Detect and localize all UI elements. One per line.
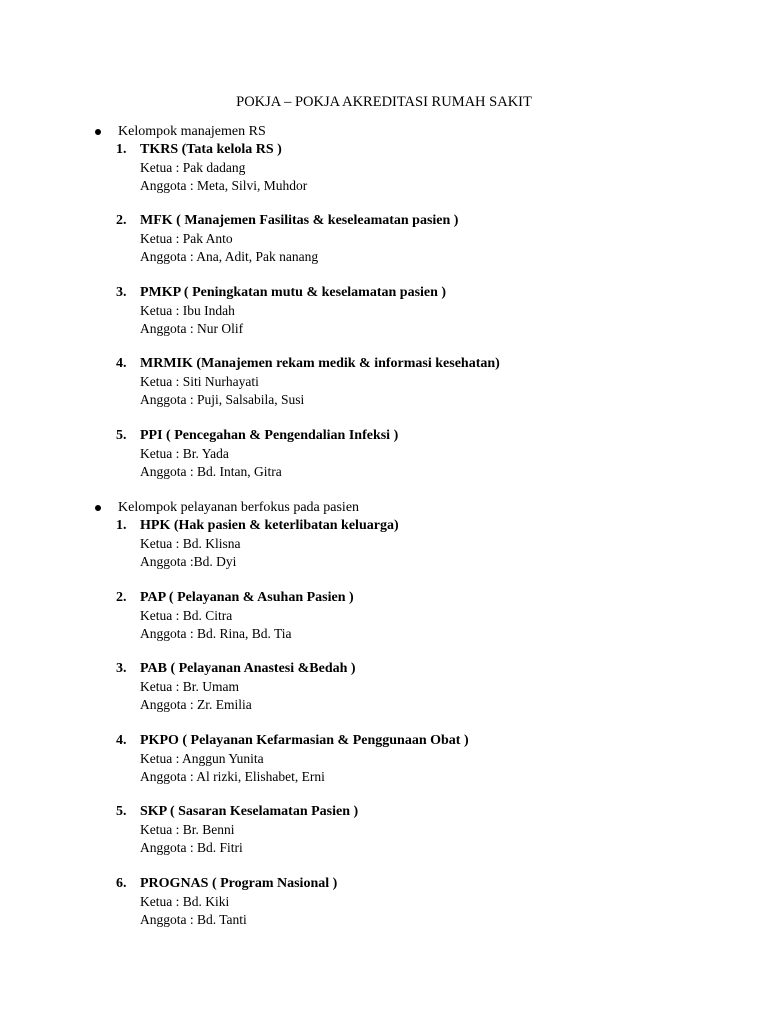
item-anggota: Anggota : Bd. Fitri [140,840,243,855]
item-anggota: Anggota : Bd. Intan, Gitra [140,464,282,479]
item-title: PKPO ( Pelayanan Kefarmasian & Penggunaan Obat ) [140,733,469,748]
list-item [116,660,736,714]
item-number: 3. [116,661,127,676]
item-ketua: Ketua : Br. Yada [140,446,229,461]
item-title: PROGNAS ( Program Nasional ) [140,876,338,891]
item-anggota: Anggota : Bd. Rina, Bd. Tia [140,626,292,641]
item-anggota: Anggota : Nur Olif [140,321,244,336]
item-number: 4. [116,356,127,371]
item-number: 2. [116,590,127,605]
item-heading [116,284,736,302]
item-title: TKRS (Tata kelola RS ) [140,142,282,157]
item-number: 1. [116,142,127,157]
item-ketua: Ketua : Bd. Kiki [140,894,230,909]
item-anggota: Anggota : Bd. Tanti [140,912,247,927]
item-number: 3. [116,285,127,300]
item-ketua: Ketua : Ibu Indah [140,303,235,318]
item-anggota: Anggota : Puji, Salsabila, Susi [140,392,305,407]
item-heading [116,803,736,821]
item-ketua: Ketua : Bd. Klisna [140,536,241,551]
item-anggota: Anggota : Al rizki, Elishabet, Erni [140,769,325,784]
item-number: 5. [116,428,127,443]
item-heading [116,589,736,607]
bullet-icon [95,129,101,135]
group-label: Kelompok pelayanan berfokus pada pasien [118,500,360,515]
list-item [116,427,736,481]
item-ketua: Ketua : Bd. Citra [140,608,233,623]
item-heading [116,732,736,750]
item-ketua: Ketua : Pak Anto [140,231,233,246]
item-number: 1. [116,518,127,533]
item-title: MFK ( Manajemen Fasilitas & keseleamatan pasien ) [140,213,459,228]
item-heading [116,212,736,230]
document-title: POKJA – POKJA AKREDITASI RUMAH SAKIT [236,94,532,110]
item-title: HPK (Hak pasien & keterlibatan keluarga) [140,518,399,533]
item-title: PAP ( Pelayanan & Asuhan Pasien ) [140,590,354,605]
list-item [116,355,736,409]
item-ketua: Ketua : Br. Umam [140,679,239,694]
item-heading [116,355,736,373]
item-anggota: Anggota : Ana, Adit, Pak nanang [140,249,319,264]
list-item [116,875,736,929]
item-anggota: Anggota : Meta, Silvi, Muhdor [140,178,308,193]
list-item [116,517,736,571]
item-number: 6. [116,876,127,891]
item-heading [116,875,736,893]
list-item [116,589,736,643]
list-item [116,212,736,266]
list-item [116,732,736,786]
item-title: PMKP ( Peningkatan mutu & keselamatan pasien ) [140,285,447,300]
item-number: 5. [116,804,127,819]
item-anggota: Anggota : Zr. Emilia [140,697,252,712]
item-title: SKP ( Sasaran Keselamatan Pasien ) [140,804,359,819]
list-item [116,284,736,338]
item-ketua: Ketua : Br. Benni [140,822,235,837]
list-item [116,803,736,857]
item-title: PPI ( Pencegahan & Pengendalian Infeksi ) [140,428,399,443]
item-title: MRMIK (Manajemen rekam medik & informasi kesehatan) [140,356,500,371]
item-ketua: Ketua : Siti Nurhayati [140,374,259,389]
group-label: Kelompok manajemen RS [118,124,266,139]
item-heading [116,517,736,535]
item-heading [116,141,736,159]
bullet-icon [95,505,101,511]
list-item [116,141,736,195]
item-anggota: Anggota :Bd. Dyi [140,554,237,569]
item-number: 2. [116,213,127,228]
item-ketua: Ketua : Anggun Yunita [140,751,264,766]
item-number: 4. [116,733,127,748]
item-heading [116,427,736,445]
item-title: PAB ( Pelayanan Anastesi &Bedah ) [140,661,356,676]
item-heading [116,660,736,678]
item-ketua: Ketua : Pak dadang [140,160,246,175]
